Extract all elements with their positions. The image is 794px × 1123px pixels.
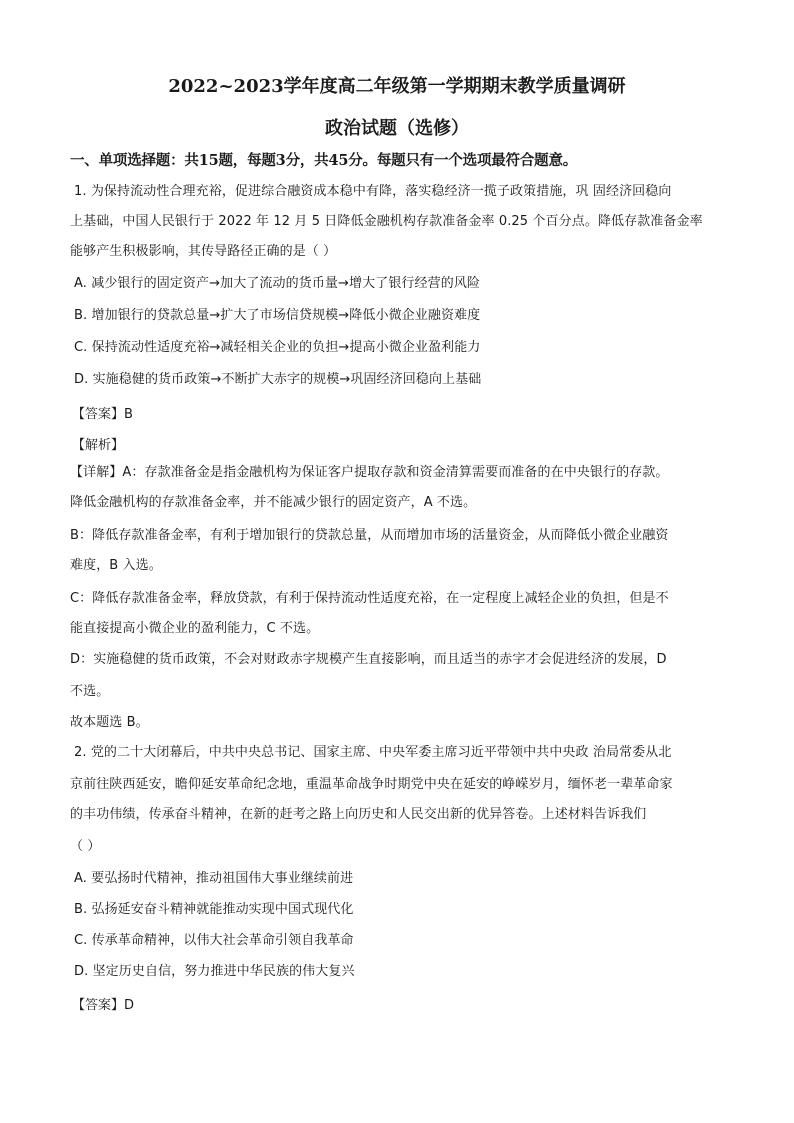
- q2-stem-line-4: （ ）: [70, 839, 101, 854]
- q1-detail-line-7: D：实施稳健的货币政策，不会对财政赤字规模产生直接影响，而且适当的赤字才会促进经济的发展，D: [70, 652, 667, 667]
- q1-option-b: B. 增加银行的贷款总量→扩大了市场信贷规模→降低小微企业融资难度: [74, 308, 481, 323]
- q1-detail-line-6: 能直接提高小微企业的盈利能力，C 不选。: [70, 621, 320, 636]
- q1-detail-line-1: 【详解】A：存款准备金是指金融机构为保证客户提取存款和资金清算需要而准备的在中央银行的存款。: [70, 465, 669, 480]
- q2-option-d: D. 坚定历史自信，努力推进中华民族的伟大复兴: [74, 964, 355, 979]
- q1-option-c: C. 保持流动性适度充裕→减轻相关企业的负担→提高小微企业盈利能力: [74, 340, 481, 355]
- q1-stem-line-3: 能够产生积极影响，其传导路径正确的是（ ）: [70, 244, 337, 259]
- q2-option-b: B. 弘扬延安奋斗精神就能推动实现中国式现代化: [74, 902, 354, 917]
- q2-stem-line-2: 京前往陕西延安，瞻仰延安革命纪念地，重温革命战争时期党中央在延安的峥嵘岁月，缅怀老一辈革命家: [70, 777, 673, 792]
- q1-answer: 【答案】B: [72, 407, 133, 422]
- q2-stem-line-3: 的丰功伟绩，传承奋斗精神，在新的赶考之路上向历史和人民交出新的优异答卷。上述材料告诉我们: [70, 807, 647, 822]
- q2-option-a: A. 要弘扬时代精神，推动祖国伟大事业继续前进: [74, 871, 354, 886]
- document-title: 2022~2023学年度高二年级第一学期期末教学质量调研: [168, 76, 626, 97]
- q1-detail-line-4: 难度，B 入选。: [70, 558, 162, 573]
- q2-stem-line-1: 2. 党的二十大闭幕后，中共中央总书记、国家主席、中央军委主席习近平带领中共中央政 治局常委从北: [74, 745, 672, 760]
- section-heading: 一、单项选择题：共15题，每题3分，共45分。每题只有一个选项最符合题意。: [70, 152, 578, 169]
- q1-stem-line-1: 1. 为保持流动性合理充裕，促进综合融资成本稳中有降，落实稳经济一揽子政策措施，巩 固经济回稳向: [74, 184, 672, 199]
- q1-analysis-label: 【解析】: [72, 438, 125, 453]
- document-subtitle: 政治试题（选修）: [325, 118, 469, 139]
- q2-answer: 【答案】D: [72, 998, 135, 1013]
- q1-stem-line-2: 上基础，中国人民银行于 2022 年 12 月 5 日降低金融机构存款准备金率 0.25 个百分点。降低存款准备金率: [70, 214, 703, 229]
- q1-detail-line-9: 故本题选 B。: [70, 715, 149, 730]
- q1-detail-line-3: B：降低存款准备金率，有利于增加银行的贷款总量，从而增加市场的活量资金，从而降低小微企业融资: [70, 528, 669, 543]
- q1-option-a: A. 减少银行的固定资产→加大了流动的货币量→增大了银行经营的风险: [74, 276, 481, 291]
- q1-detail-line-2: 降低金融机构的存款准备金率，并不能减少银行的固定资产，A 不选。: [70, 495, 477, 510]
- q1-detail-line-8: 不选。: [70, 684, 110, 699]
- q1-detail-line-5: C：降低存款准备金率，释放贷款，有利于保持流动性适度充裕，在一定程度上减轻企业的负担，但是不: [70, 591, 669, 606]
- q2-option-c: C. 传承革命精神，以伟大社会革命引领自我革命: [74, 933, 354, 948]
- q1-option-d: D. 实施稳健的货币政策→不断扩大赤字的规模→巩固经济回稳向上基础: [74, 372, 482, 387]
